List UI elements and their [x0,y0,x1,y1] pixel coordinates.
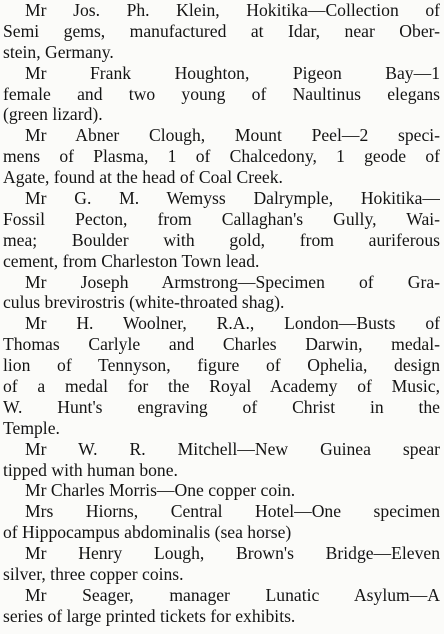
text-line: female and two young of Naultinus elegans [3,83,440,104]
text-line: (green lizard). [3,104,103,125]
text-line: stein, Germany. [3,41,114,62]
text-line: mea; Boulder with gold, from auriferous [3,229,440,250]
text-line: Mr Jos. Ph. Klein, Hokitika—Collection of [25,0,440,20]
entry-seager [3,585,440,627]
text-line: Mrs Hiorns, Central Hotel—One specimen [25,501,440,522]
text-line: Mr G. M. Wemyss Dalrymple, Hokitika— [25,188,440,209]
text-line: mens of Plasma, 1 of Chalcedony, 1 geode of [3,146,440,167]
text-line: Mr Henry Lough, Brown's Bridge—Eleven [25,543,440,564]
text-line: cement, from Charleston Town lead. [3,250,260,271]
text-line: Mr Charles Morris—One copper coin. [25,480,296,501]
text-line: Mr H. Woolner, R.A., London—Busts of [25,313,440,334]
entry-mitchell [3,439,440,481]
text-line: Mr Abner Clough, Mount Peel—2 speci- [25,125,440,146]
text-line: W. Hunt's engraving of Christ in the [3,396,440,417]
text-line: Mr W. R. Mitchell—New Guinea spear [25,438,440,459]
entry-woolner [3,313,440,438]
entry-clough [3,125,440,188]
entry-klein [3,0,440,63]
text-line: Thomas Carlyle and Charles Darwin, medal- [3,334,440,355]
text-line: culus brevirostris (white-throated shag). [3,292,285,313]
entry-hiorns [3,501,440,543]
entry-dalrymple [3,188,440,272]
text-line: Agate, found at the head of Coal Creek. [3,167,283,188]
text-line: Mr Seager, manager Lunatic Asylum—A [25,584,440,605]
text-line: Mr Frank Houghton, Pigeon Bay—1 [25,62,440,83]
text-line: series of large printed tickets for exhibits. [3,605,296,626]
text-line: Fossil Pecton, from Callaghan's Gully, Wai- [3,208,440,229]
text-line: of a medal for the Royal Academy of Music, [3,376,440,397]
entry-houghton [3,63,440,126]
text-line: of Hippocampus abdominalis (sea horse) [3,522,292,543]
text-line: Temple. [3,417,60,438]
text-line: Semi gems, manufactured at Idar, near Ober- [3,20,440,41]
text-line: tipped with human bone. [3,459,178,480]
text-line: lion of Tennyson, figure of Ophelia, design [3,355,440,376]
entry-armstrong [3,272,440,314]
entry-lough [3,543,440,585]
text-line: Mr Joseph Armstrong—Specimen of Gra- [25,271,440,292]
text-line: silver, three copper coins. [3,564,184,585]
entry-morris [3,480,440,501]
